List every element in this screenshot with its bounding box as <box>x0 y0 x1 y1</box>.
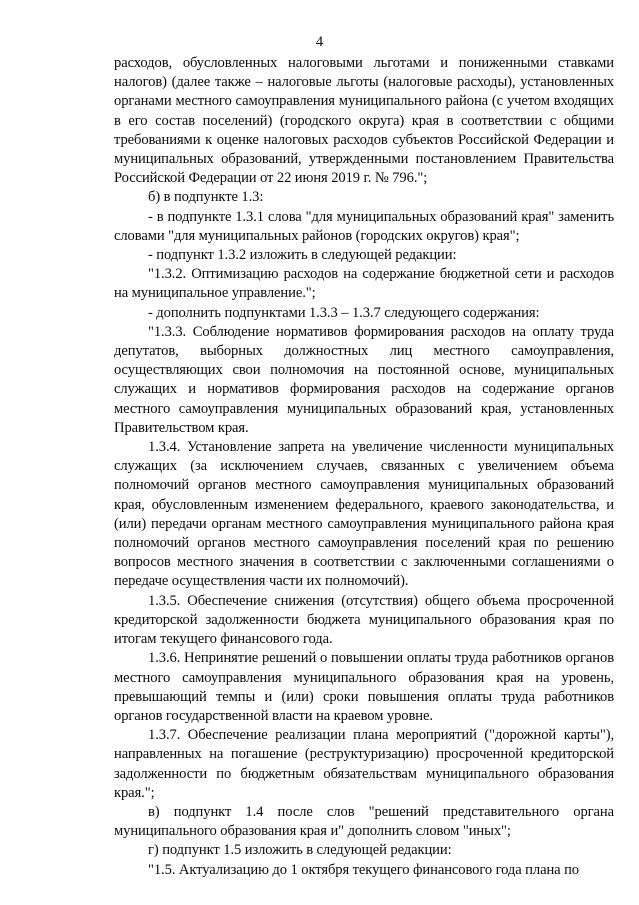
paragraph: 1.3.7. Обеспечение реализации плана мероприятий ("дорожной карты"), направленных на погашение (реструктуризацию) просроченной кредиторской задолженности по бюджетным обязательствам муниципального образования края."; <box>114 727 614 801</box>
paragraph: "1.3.2. Оптимизацию расходов на содержание бюджетной сети и расходов на муниципальное управление."; <box>114 266 614 302</box>
paragraph: г) подпункт 1.5 изложить в следующей редакции: <box>148 842 452 859</box>
paragraph: 1.3.4. Установление запрета на увеличение численности муниципальных служащих (за исключением случаев, связанных с увеличением объема полномочий органов местного самоуправления муниципальных образований края, обусловленным изменением федерального, краевого законодательства, и (или) передачи органам местного самоуправления муниципального района края полномочий органов местного самоуправления поселений края по решению вопросов местного значения в соответствии с заключенными соглашениями о передаче осуществления части их полномочий). <box>114 439 614 590</box>
paragraph: б) в подпункте 1.3: <box>148 189 264 206</box>
paragraph: 1.3.6. Непринятие решений о повышении оплаты труда работников органов местного самоуправления муниципального образования края на уровень, превышающий темпы и (или) сроки повышения оплаты труда работников органов государственной власти на краевом уровне. <box>114 650 614 724</box>
paragraph: "1.5. Актуализацию до 1 октября текущего финансового года плана по <box>148 861 579 878</box>
paragraph: в) подпункт 1.4 после слов "решений представительного органа муниципального образования края и" дополнить словом "иных"; <box>114 803 614 840</box>
paragraph: 1.3.5. Обеспечение снижения (отсутствия) общего объема просроченной кредиторской задолженности бюджета муниципального образования края по итогам текущего финансового года. <box>114 592 614 648</box>
document-body <box>114 54 614 880</box>
paragraph: "1.3.3. Соблюдение нормативов формирования расходов на оплату труда депутатов, выборных должностных лиц местного самоуправления, осуществляющих свои полномочия на постоянной основе, муниципальных служащих и нормативов формирования расходов на содержание органов местного самоуправления муниципальных образований края, установленных Правительством края. <box>114 323 614 436</box>
page-number: 4 <box>315 34 324 50</box>
paragraph: расходов, обусловленных налоговыми льготами и пониженными ставками налогов) (далее также – налоговые льготы (налоговые расходы), установленных органами местного самоуправления муниципального района (с учетом входящих в его состав поселений) (городского округа) края в соответствии с общими требованиями к оценке налоговых расходов субъектов Российской Федерации и муниципальных образований, утвержденными постановлением Правительства Российской Федерации от 22 июня 2019 г. № 796."; <box>114 55 614 187</box>
paragraph: - подпункт 1.3.2 изложить в следующей редакции: <box>148 247 457 264</box>
paragraph: - в подпункте 1.3.1 слова "для муниципальных образований края" заменить словами "для муниципальных районов (городских округов) края"; <box>114 208 614 244</box>
paragraph: - дополнить подпунктами 1.3.3 – 1.3.7 следующего содержания: <box>148 304 540 321</box>
